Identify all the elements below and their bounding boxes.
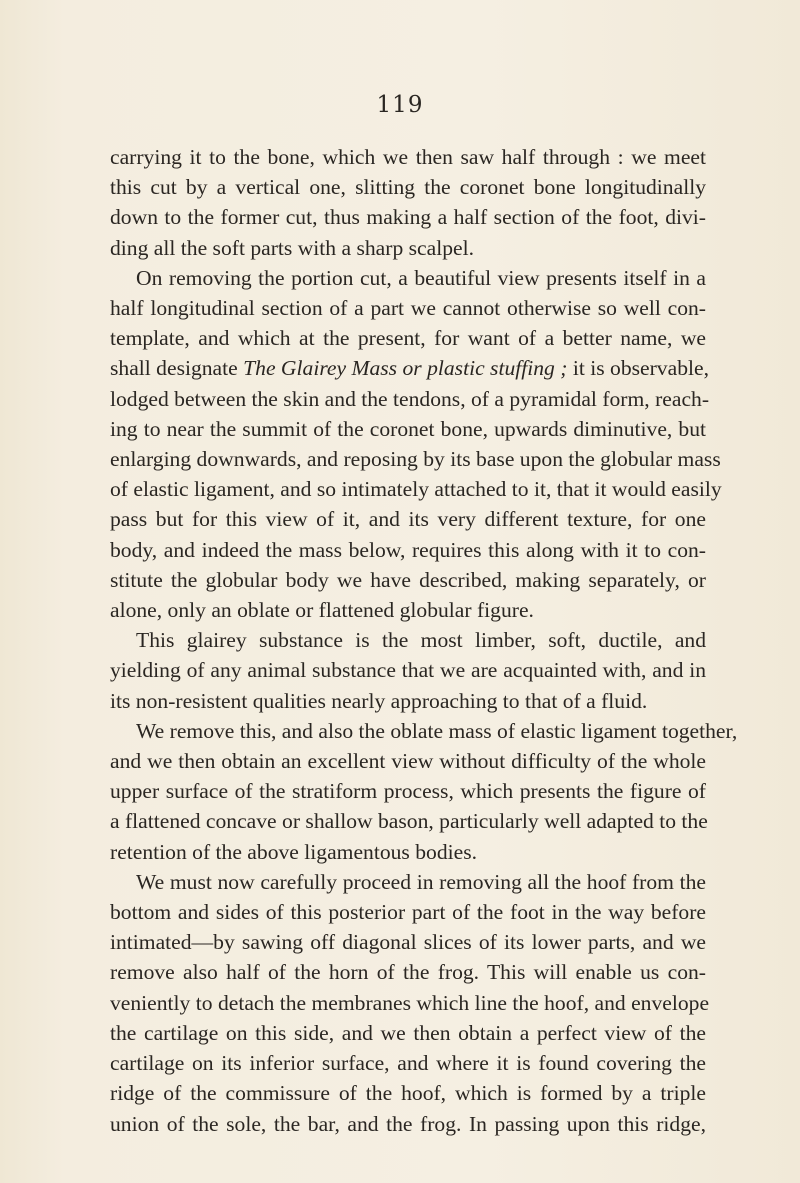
- text-line: cartilage on its inferior surface, and where it is found covering the: [110, 1051, 706, 1076]
- text-line: down to the former cut, thus making a half section of the foot, divi-: [110, 205, 706, 230]
- text-line: We must now carefully proceed in removing all the hoof from the: [136, 869, 706, 894]
- text-line: We remove this, and also the oblate mass of elastic ligament together,: [136, 718, 738, 743]
- text-line: [110, 353, 709, 383]
- text-line: bottom and sides of this posterior part of the foot in the way before: [110, 900, 706, 925]
- text-line: of elastic ligament, and so intimately attached to it, that it would easily: [110, 477, 722, 502]
- text-line: remove also half of the horn of the frog. This will enable us con-: [110, 960, 706, 985]
- text-line: union of the sole, the bar, and the frog. In passing upon this ridge,: [110, 1111, 706, 1136]
- text-line: yielding of any animal substance that we are acquainted with, and in: [110, 658, 706, 683]
- text-line: a flattened concave or shallow bason, particularly well adapted to the: [110, 809, 708, 834]
- text-line: lodged between the skin and the tendons, of a pyramidal form, reach-: [110, 386, 710, 411]
- text-line: enlarging downwards, and reposing by its base upon the globular mass: [110, 447, 721, 472]
- text-line: and we then obtain an excellent view without difficulty of the whole: [110, 749, 706, 774]
- text-line: retention of the above ligamentous bodies.: [110, 839, 477, 864]
- page-number: 119: [376, 92, 424, 118]
- text-line: template, and which at the present, for want of a better name, we: [110, 326, 706, 351]
- text-line: body, and indeed the mass below, requires this along with it to con-: [110, 537, 706, 562]
- text-line: half longitudinal section of a part we cannot otherwise so well con-: [110, 296, 706, 321]
- italic-term: The Glairey Mass or plastic stuffing ;: [243, 356, 568, 381]
- text-line: ing to near the summit of the coronet bone, upwards diminutive, but: [110, 416, 706, 441]
- text-line: the cartilage on this side, and we then obtain a perfect view of the: [110, 1020, 706, 1045]
- text-line: its non-resistent qualities nearly approaching to that of a fluid.: [110, 688, 648, 713]
- text-run: shall designate: [110, 356, 244, 381]
- text-run: it is observable,: [567, 356, 709, 381]
- text-line: stitute the globular body we have described, making separately, or: [110, 567, 706, 592]
- body-text: [110, 142, 738, 1139]
- text-line: ding all the soft parts with a sharp scalpel.: [110, 235, 475, 260]
- text-line: upper surface of the stratiform process, which presents the figure of: [110, 779, 706, 804]
- text-line: ridge of the commissure of the hoof, which is formed by a triple: [110, 1081, 706, 1106]
- text-line: This glairey substance is the most limber, soft, ductile, and: [136, 628, 706, 653]
- text-line: On removing the portion cut, a beautiful view presents itself in a: [136, 265, 706, 290]
- text-line: this cut by a vertical one, slitting the coronet bone longitudinally: [110, 175, 706, 200]
- text-line: carrying it to the bone, which we then saw half through : we meet: [110, 145, 706, 169]
- text-line: pass but for this view of it, and its very different texture, for one: [110, 507, 706, 532]
- text-line: alone, only an oblate or flattened globular figure.: [110, 598, 534, 623]
- text-line: veniently to detach the membranes which line the hoof, and envelope: [110, 990, 710, 1015]
- text-line: intimated—by sawing off diagonal slices of its lower parts, and we: [110, 930, 706, 955]
